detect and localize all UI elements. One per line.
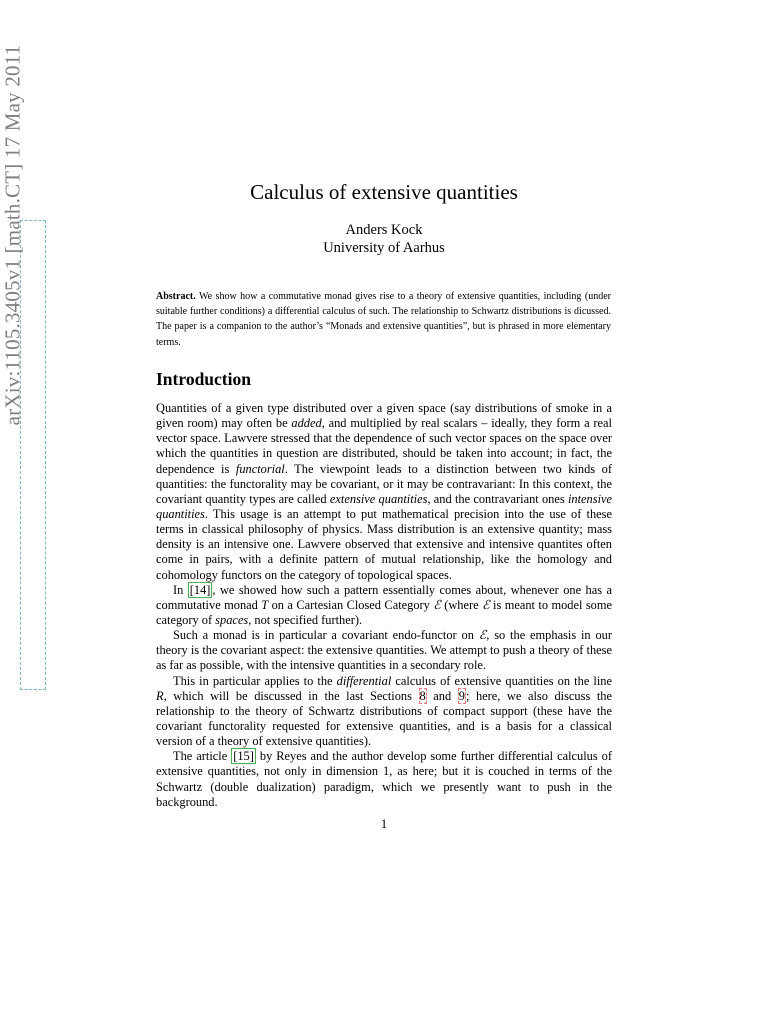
paragraph-3: Such a monad is in particular a covariant endo-functor on ℰ, so the emphasis in our theory is the covariant aspect: the extensive quantities. We attempt to push a theory of these as far as possible, with the intensive quantities in a secondary role. <box>156 628 612 673</box>
section-link-9[interactable]: 9 <box>458 688 465 703</box>
citation-link-14[interactable]: [14] <box>189 582 211 597</box>
term-extensive-quantities: extensive quantities <box>329 491 428 506</box>
paragraph-5: The article [15] by Reyes and the author develop some further differential calculus of extensive quantities, not only in dimension 1, as here; but it is couched in terms of the Schwartz (double dualization) paradigm, which we presently want to push in the background. <box>156 749 612 809</box>
math-R: R <box>156 688 164 703</box>
arxiv-identifier: arXiv:1105.3405v1 [math.CT] 17 May 2011 <box>0 44 25 426</box>
section-heading: Introduction <box>156 369 251 389</box>
abstract-label: Abstract. <box>156 291 196 302</box>
author-name: Anders Kock <box>345 222 423 238</box>
math-E: ℰ <box>482 597 490 612</box>
emphasis-spaces: spaces <box>215 612 249 627</box>
paragraph-1: Quantities of a given type distributed over a given space (say distributions of smoke in a given room) may often be added, and multiplied by real scalars – ideally, they form a real vector space. Lawvere stressed that the dependence of such vector spaces on the space over which the quantities in question are distributed, should be taken into account; in fact, the dependence is functorial. The viewpoint leads to a distinction between two kinds of quantities: the functorality may be covariant, or it may be contravariant: In this context, the covariant quantity types are called extensive quantities, and the contravariant ones intensive quantities. This usage is an attempt to put mathematical precision into the use of these terms in classical philosophy of physics. Mass distribution is an extensive quantity; mass density is an intensive one. Lawvere observed that extensive and intensive quantites often come in pairs, with a definite pattern of mutual relationship, like the homology and cohomology functors on the category of topological spaces. <box>156 401 613 582</box>
emphasis-added: added <box>291 416 322 431</box>
emphasis-differential: differential <box>336 673 392 688</box>
paragraph-4: This in particular applies to the differential calculus of extensive quantities on the line R, which will be discussed in the last Sections 8 and 9; here, we also discuss the relationship to the theory of Schwartz distributions of compact support (these have the covariant functorality requested for extensive quantities, and is a basis for a classical version of a theory of extensive quantities). <box>156 673 613 749</box>
section-link-8[interactable]: 8 <box>419 688 426 703</box>
paper-title: Calculus of extensive quantities <box>250 180 518 204</box>
abstract <box>156 289 611 350</box>
author-affiliation: University of Aarhus <box>323 240 445 256</box>
math-E: ℰ <box>433 597 441 612</box>
term-intensive-quantities: intensive quantities <box>156 491 613 521</box>
emphasis-functorial: functorial <box>235 461 285 476</box>
paragraph-2: In [14] , we showed how such a pattern essentially comes about, whenever one has a commutative monad T on a Cartesian Closed Category ℰ (where ℰ is meant to model some category of spaces, not specified further). <box>156 582 613 627</box>
introduction-body <box>156 401 612 810</box>
abstract-text: We show how a commutative monad gives rise to a theory of extensive quantities, including (under suitable further conditions) a differential calculus of such. The relationship to Schwartz distributions is dicussed. The paper is a companion to the author’s “Monads and extensive quantities”, but is phrased in more elementary terms. <box>156 291 611 348</box>
citation-link-15[interactable]: [15] <box>233 749 254 764</box>
page-number: 1 <box>380 817 388 831</box>
math-E: ℰ <box>478 628 487 643</box>
math-T: T <box>261 597 269 612</box>
